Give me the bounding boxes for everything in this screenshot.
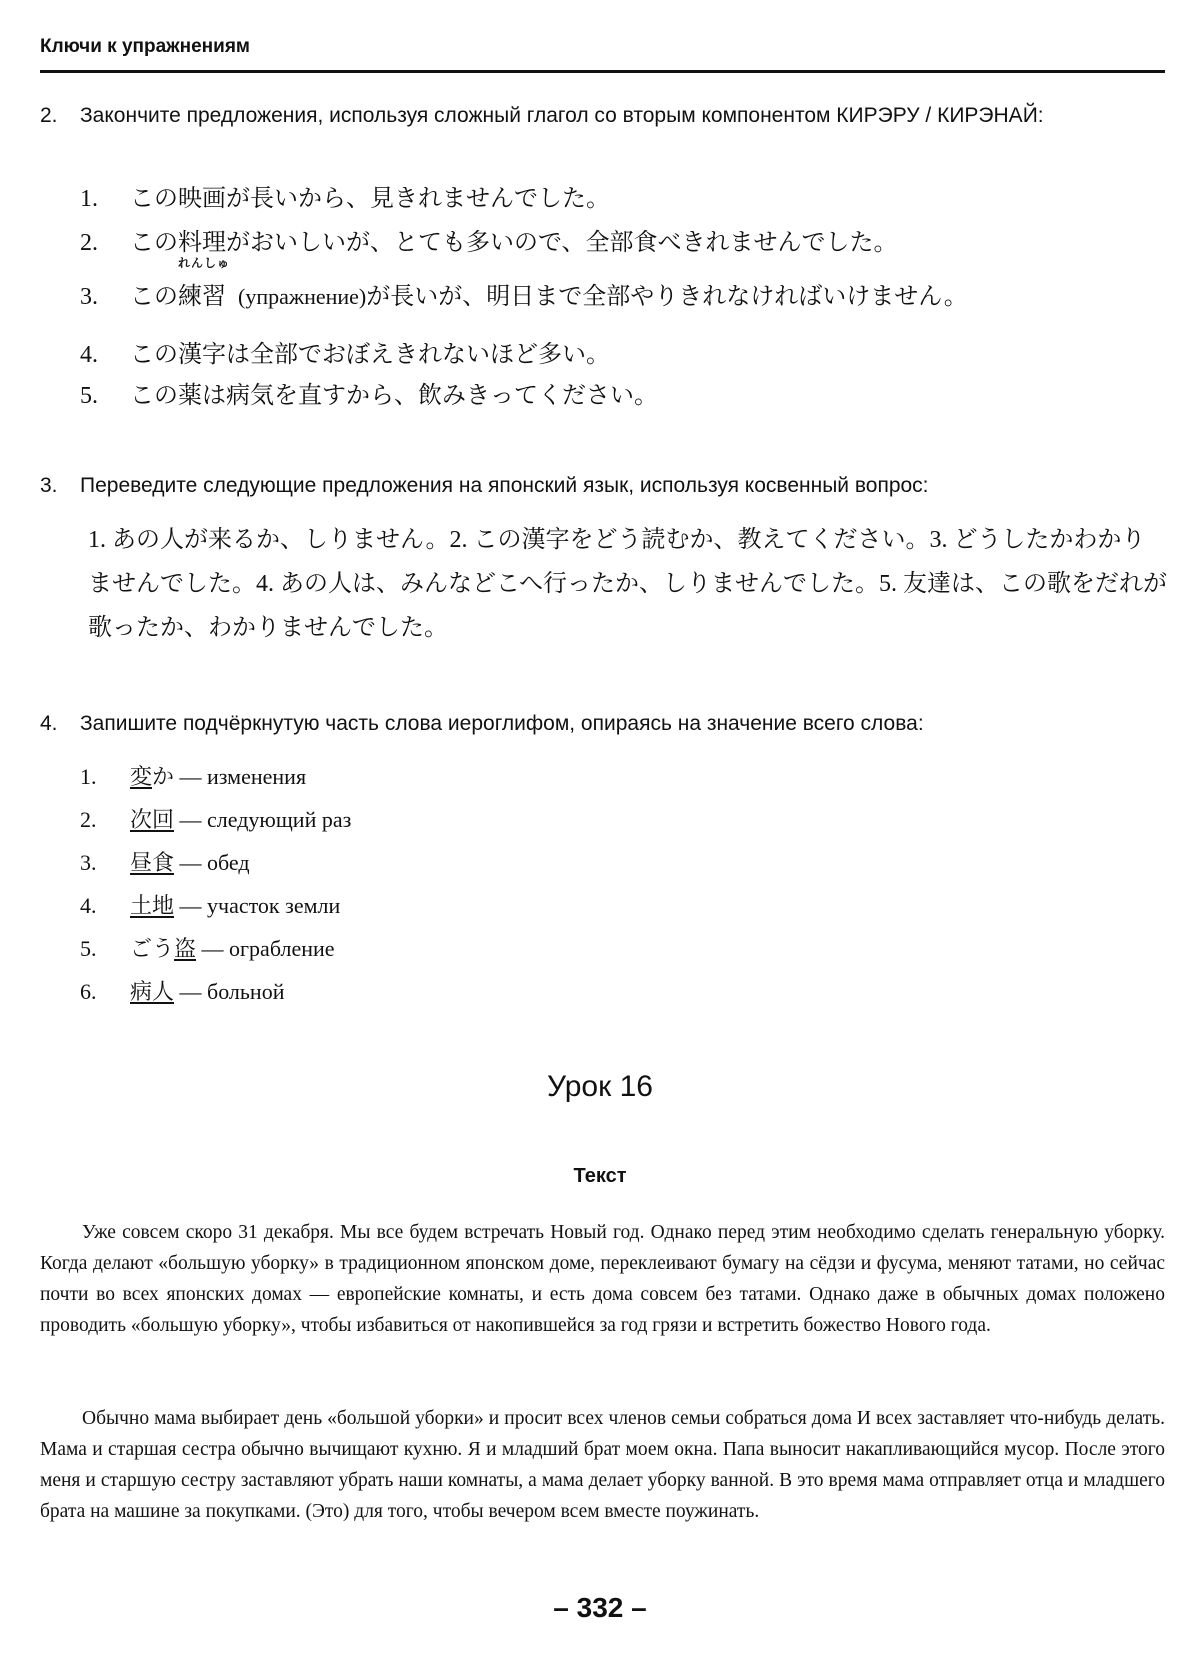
list-item: 1. この映画が長いから、見きれませんでした。 [80,186,610,212]
underlined-part: 次回 [130,807,175,832]
list-item: 2. 次回 — следующий раз [80,807,352,832]
list-item: 5. この薬は病気を直すから、飲みきってください。 [80,383,658,409]
page-number: – 332 – [553,1592,647,1623]
header-rule [40,70,1165,73]
list-item: 4. この漢字は全部でおぼえきれないほど多い。 [80,342,610,368]
list-item: 4. 土地 — участок земли [80,893,341,918]
text-paragraph: Уже совсем скоро 31 декабря. Мы все будем встречать Новый год. Однако перед этим необходимо сделать генеральную уборку. Когда делают «большую уборку» в традиционном японском доме, переклеивают бумагу на сёдзи и фусума, меняют татами, но сейчас почти во всех японских домах — европейские комнаты, и есть дома совсем без татами. Однако даже в обычных домах положено проводить «большую уборку», чтобы избавиться от накопившейся за год грязи и встретить божество Нового года. [40,1222,1165,1336]
underlined-part: 変 [130,764,153,789]
list-item: 1. 変か — изменения [80,764,307,789]
text-paragraph: Обычно мама выбирает день «большой уборки» и просит всех членов семьи собраться дома И всех заставляет что-нибудь делать. Мама и старшая сестра обычно вычищают кухню. Я и младший брат моем окна. Папа выносит накапливающийся мусор. После этого меня и старшую сестру заставляют убрать наши комнаты, а мама делает уборку ванной. В это время мама отправляет отца и младшего брата на машине за покупками. (Это) для того, чтобы вечером всем вместе поужинать. [40,1408,1165,1522]
list-item: 2. この料理がおいしいが、とても多いので、全部食べきれませんでした。 [80,230,898,256]
task-2-instruction [40,100,1165,132]
ruby-word: れんしゅ 練習 [178,256,231,310]
underlined-part: 土地 [130,893,175,918]
list-item: 6. 病人 — больной [80,979,285,1004]
underlined-part: 盗 [174,936,197,961]
task-number: 3. [40,474,58,497]
section-title: Текст [573,1165,627,1187]
task-4-instruction [40,708,1165,740]
task-number: 4. [40,712,58,735]
running-head: Ключи к упражнениям [40,36,250,57]
task-number: 2. [40,104,58,127]
task-text: Запишите подчёркнутую часть слова иероглифом, опираясь на значение всего слова: [80,712,924,735]
list-item: 5. ごう盗 — ограбление [80,936,335,961]
gloss: (упражнение) [238,284,367,309]
lesson-title: Урок 16 [547,1070,653,1103]
underlined-part: 昼食 [130,850,175,875]
task-text: Закончите предложения, используя сложный глагол со вторым компонентом КИРЭРУ / КИРЭНАЙ: [80,104,1044,127]
underlined-part: 病人 [130,979,175,1004]
task-text: Переведите следующие предложения на японский язык, используя косвенный вопрос: [80,474,929,497]
furigana: れんしゅ [178,256,231,270]
list-item: 3. 昼食 — обед [80,850,250,875]
task-3-answer: 1. あの人が来るか、しりません。2. この漢字をどう読むか、教えてください。3. どうしたかわかりませんでした。4. あの人は、みんなどこへ行ったか、しりませんでした。5. 友達は、この歌をだれが歌ったか、わかりませんでした。 [88,527,1168,641]
task-3-instruction [40,470,1165,502]
list-item: 3. この れんしゅ 練習 (упражнение)が長いが、明日まで全部やりきれなければいけません。 [80,256,968,310]
